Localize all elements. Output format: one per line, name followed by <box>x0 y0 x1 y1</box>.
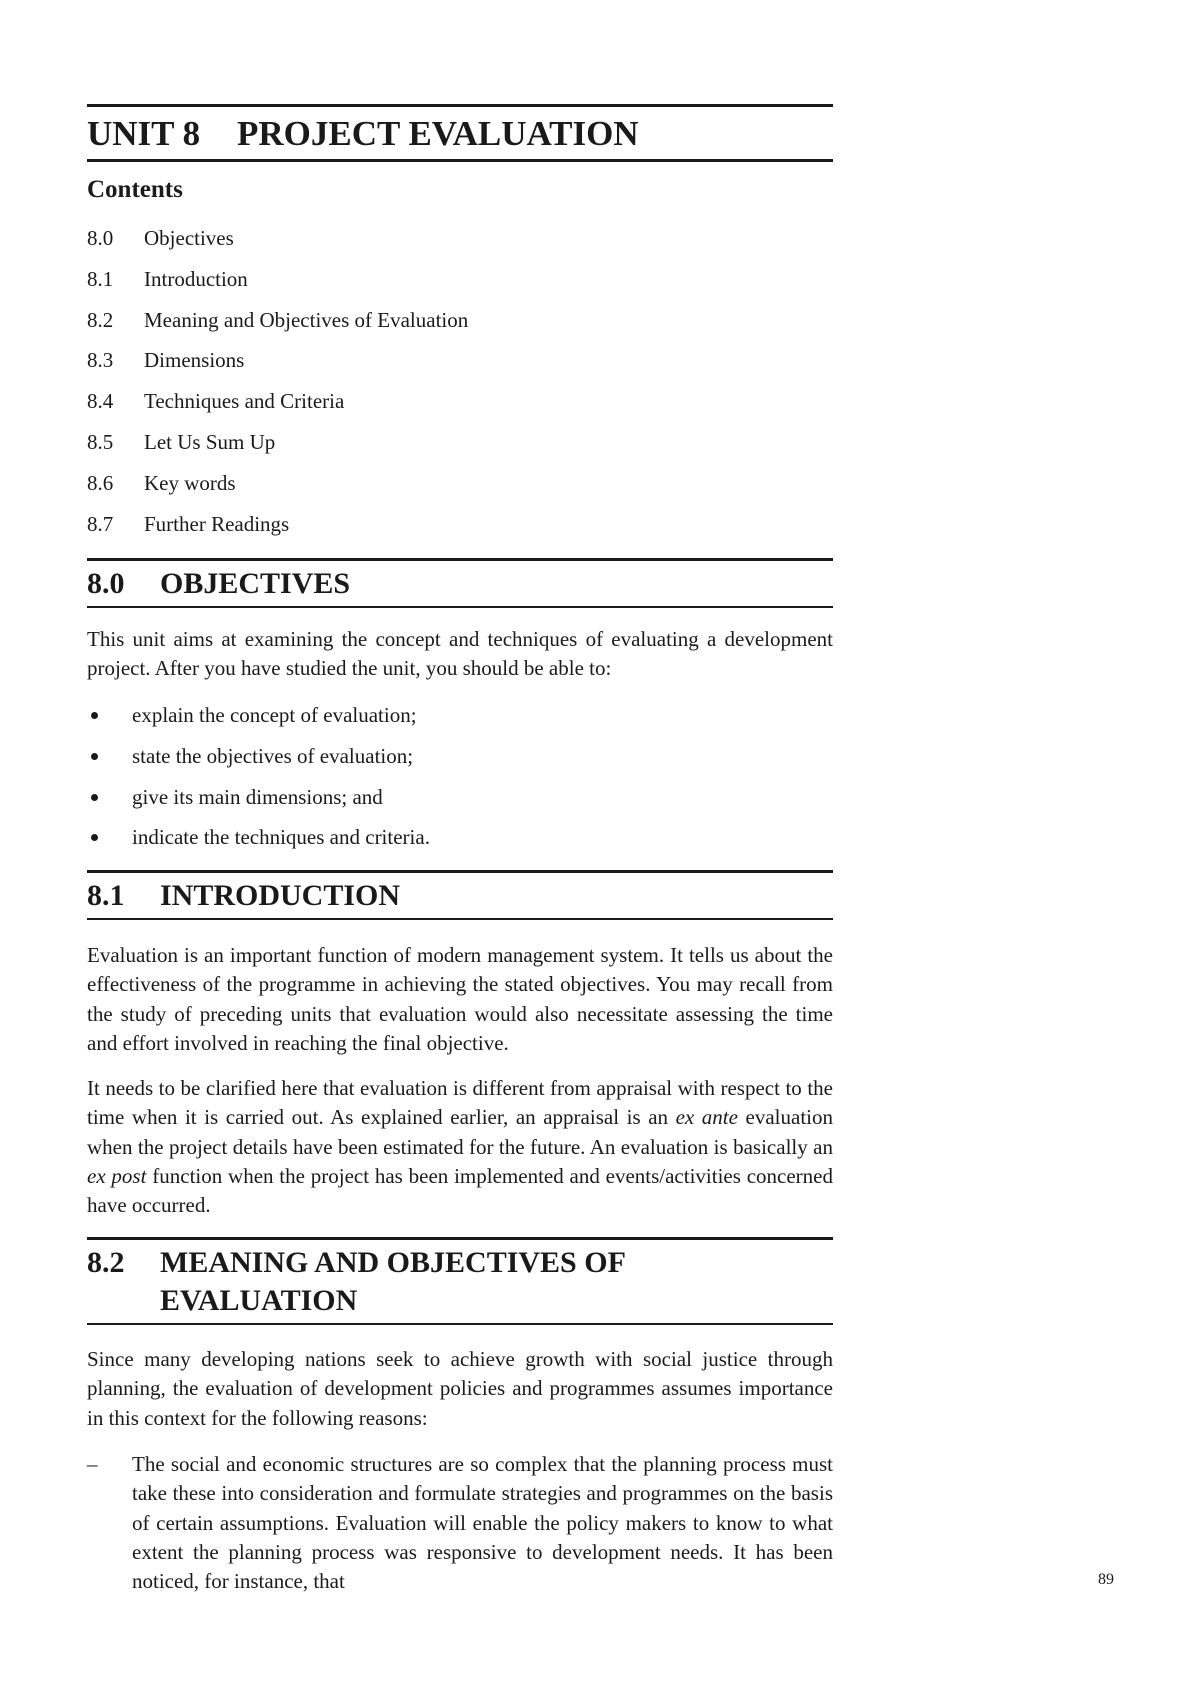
unit-title: PROJECT EVALUATION <box>237 114 639 153</box>
section-number: 8.2 <box>87 1246 125 1279</box>
section-number: 8.1 <box>87 879 125 912</box>
toc-item <box>87 346 468 387</box>
section-title: OBJECTIVES <box>160 567 351 600</box>
introduction-paragraph-2 <box>87 1074 833 1220</box>
meaning-paragraph-1: Since many developing nations seek to achieve growth with social justice through planning, the evaluation of development policies and programmes assumes importance in this context for the following reasons: <box>87 1347 833 1430</box>
dash-list-item <box>87 1450 833 1596</box>
toc-item <box>87 469 468 510</box>
text-run: evaluation when the project details have been estimated for the future. An evaluation is basically an <box>87 1105 834 1159</box>
section-bottom-rule <box>87 606 833 608</box>
bullet-icon <box>91 753 98 760</box>
toc-number: 8.0 <box>87 226 114 250</box>
objectives-list <box>87 701 833 864</box>
section-introduction-heading <box>87 870 833 920</box>
toc-item <box>87 306 468 347</box>
bullet-icon <box>91 712 98 719</box>
unit-number: UNIT 8 <box>87 114 201 153</box>
section-heading <box>87 1240 833 1323</box>
toc-item <box>87 387 468 428</box>
toc-label: Let Us Sum Up <box>144 429 276 454</box>
list-item-text: state the objectives of evaluation; <box>132 743 414 768</box>
toc-label: Dimensions <box>144 348 245 373</box>
list-item-text: explain the concept of evaluation; <box>132 703 417 727</box>
section-title: INTRODUCTION <box>160 879 401 912</box>
toc-label: Techniques and Criteria <box>144 389 345 414</box>
introduction-paragraph-1: Evaluation is an important function of modern management system. It tells us about the effectiveness of the programme in achieving the stated objectives. You may recall from the study of preceding units that evaluation would also necessitate assessing the time and effort involved in reaching the final objective. <box>87 943 833 1055</box>
toc-number: 8.5 <box>87 429 114 454</box>
list-item <box>87 701 833 742</box>
toc-item <box>87 428 468 469</box>
list-item-text: give its main dimensions; and <box>132 784 383 809</box>
text-run: function when the project has been implemented and events/activities concerned have occurred. <box>87 1163 833 1218</box>
section-title: MEANING AND OBJECTIVES OF EVALUATION <box>160 1246 625 1317</box>
section-heading <box>87 561 833 606</box>
toc-item <box>87 265 468 306</box>
toc-label: Key words <box>144 470 236 495</box>
page-number: 89 <box>1098 1571 1114 1588</box>
unit-bottom-rule <box>87 159 833 162</box>
text-run-italic: ex post <box>87 1163 147 1188</box>
list-item <box>87 783 833 824</box>
bullet-icon <box>91 794 98 801</box>
objectives-intro: This unit aims at examining the concept and techniques of evaluating a development project. After you have studied the unit, you should be able to: <box>87 627 833 681</box>
toc-number: 8.4 <box>87 389 114 414</box>
section-bottom-rule <box>87 1323 833 1325</box>
toc-label: Meaning and Objectives of Evaluation <box>144 307 469 332</box>
list-item-text: indicate the techniques and criteria. <box>132 825 430 850</box>
section-heading <box>87 873 833 918</box>
toc-item <box>87 224 468 265</box>
dash-marker: – <box>87 1452 98 1476</box>
toc-item <box>87 510 468 551</box>
section-objectives-heading <box>87 558 833 608</box>
unit-heading <box>87 107 833 159</box>
unit-title-block <box>87 104 833 162</box>
toc-number: 8.7 <box>87 511 114 536</box>
contents-heading: Contents <box>87 176 183 203</box>
toc-number: 8.3 <box>87 348 114 373</box>
toc-label: Objectives <box>144 226 234 250</box>
toc-number: 8.6 <box>87 470 114 495</box>
bullet-icon <box>91 834 98 841</box>
toc-label: Introduction <box>144 266 248 291</box>
toc-number: 8.1 <box>87 266 114 291</box>
dash-item-text: The social and economic structures are so complex that the planning process must take these into consideration and formulate strategies and programmes on the basis of certain assumptions. Evaluation will enable the policy makers to know to what extent the planning process was responsive to development needs. It has been noticed, for instance, that <box>132 1452 833 1594</box>
table-of-contents <box>87 224 468 550</box>
toc-number: 8.2 <box>87 307 114 332</box>
text-run-italic: ex ante <box>675 1105 738 1130</box>
toc-label: Further Readings <box>144 511 290 536</box>
section-bottom-rule <box>87 918 833 920</box>
list-item <box>87 823 833 864</box>
text-run: It needs to be clarified here that evaluation is different from appraisal with respect to the time when it is carried out. As explained earlier, an appraisal is an <box>87 1076 833 1130</box>
section-meaning-heading <box>87 1237 833 1325</box>
section-number: 8.0 <box>87 567 125 600</box>
list-item <box>87 742 833 783</box>
